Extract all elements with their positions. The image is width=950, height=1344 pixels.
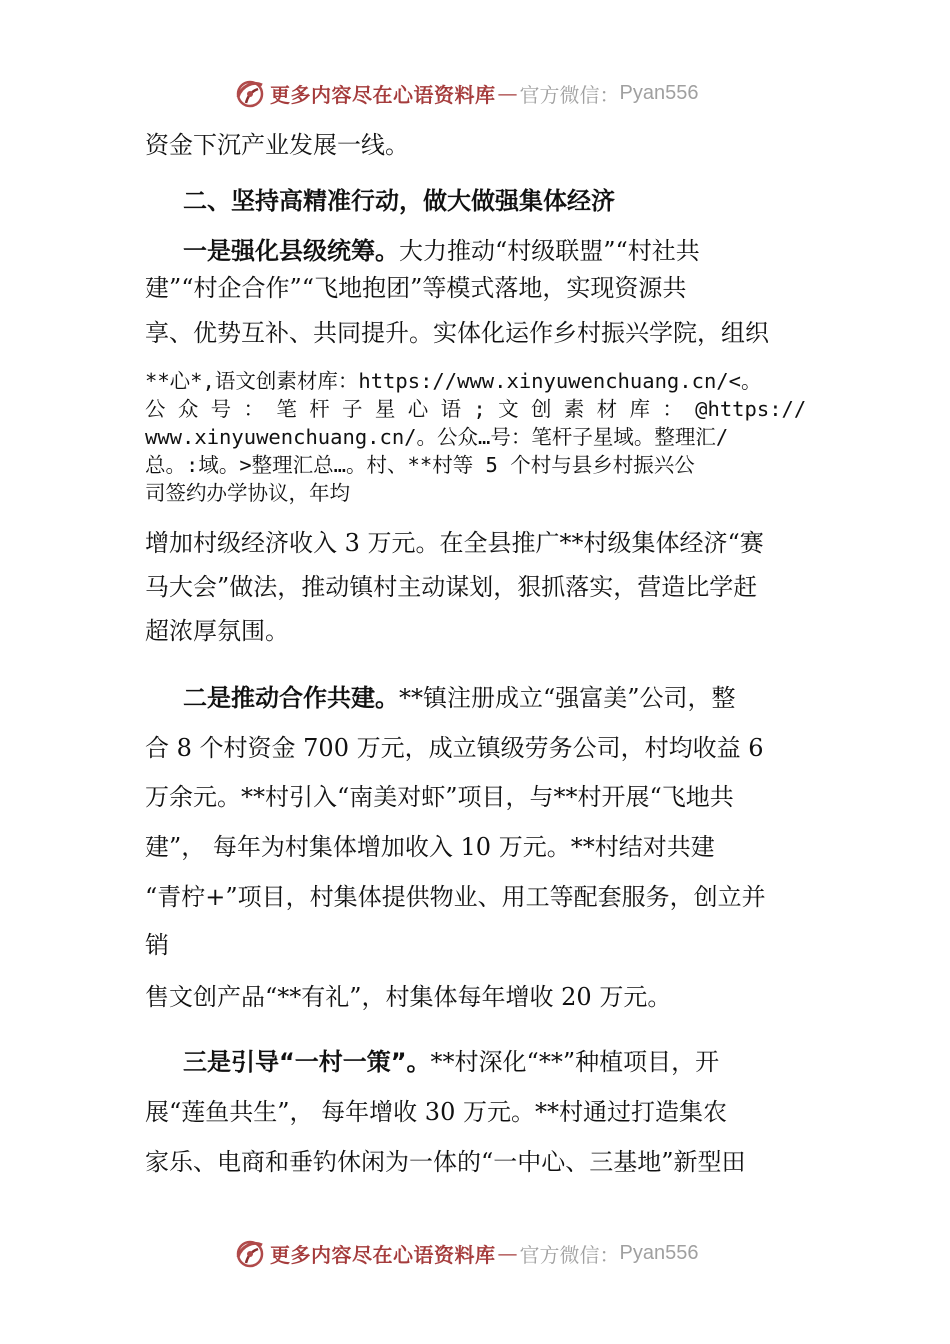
paragraph-line: 万余元。**村引入“南美对虾”项目，与**村开展“飞地共 <box>145 783 734 811</box>
banner-title: 更多内容尽在心语资料库 <box>270 1242 496 1267</box>
paragraph-line: 合 8 个村资金 700 万元，成立镇级劳务公司，村均收益 6 <box>145 734 764 762</box>
watermark-text-line: www.xinyuwenchuang.cn/。公众…号：笔杆子星域。整理汇/ <box>145 425 729 449</box>
paragraph-line: 建”， 每年为村集体增加收入 10 万元。**村结对共建 <box>145 833 715 861</box>
logo-icon <box>232 75 268 111</box>
text-line: 资金下沉产业发展一线。 <box>145 131 409 159</box>
paragraph-line: 售文创产品“**有礼”，村集体每年增收 20 万元。 <box>145 983 672 1011</box>
banner-wechat-label: 官方微信： <box>519 82 620 107</box>
paragraph-line: “青柠+”项目，村集体提供物业、用工等配套服务，创立并 <box>145 883 766 911</box>
paragraph-lead: 一是强化县级统筹。 <box>183 237 399 265</box>
banner-dash: — <box>497 1241 518 1265</box>
paragraph-line <box>183 236 700 266</box>
paragraph-line: 增加村级经济收入 3 万元。在全县推广**村级集体经济“赛 <box>145 529 764 557</box>
paragraph-lead: 三是引导“一村一策”。 <box>183 1048 431 1076</box>
footer-banner <box>232 1233 698 1273</box>
paragraph-line <box>183 683 736 713</box>
paragraph-line: 家乐、电商和垂钓休闲为一体的“一中心、三基地”新型田 <box>145 1148 746 1176</box>
paragraph-line <box>183 1047 719 1077</box>
paragraph-line: 马大会”做法，推动镇村主动谋划，狠抓落实，营造比学赶 <box>145 573 758 601</box>
paragraph-line: 建”“村企合作”“飞地抱团”等模式落地，实现资源共 <box>145 274 687 302</box>
banner-wechat-id: Pyan556 <box>619 1241 699 1264</box>
paragraph-text: **镇注册成立“强富美”公司，整 <box>399 684 736 712</box>
watermark-text-line: **心*,语文创素材库：https://www.xinyuwenchuang.cn/<。 <box>145 369 762 393</box>
logo-icon <box>232 1235 268 1271</box>
banner-wechat-label: 官方微信： <box>519 1242 620 1267</box>
watermark-text-line: 公 众 号 ： 笔 杆 子 星 心 语 ; 文 创 素 材 库 ： @https:// <box>145 397 807 421</box>
banner-title: 更多内容尽在心语资料库 <box>270 82 496 107</box>
section-heading: 二、坚持高精准行动，做大做强集体经济 <box>183 187 615 215</box>
banner-wechat-id: Pyan556 <box>619 81 699 104</box>
watermark-text-line: 司签约办学协议，年均 <box>145 481 350 505</box>
paragraph-line: 超浓厚氛围。 <box>145 617 289 645</box>
banner-dash: — <box>497 81 518 105</box>
header-banner <box>232 73 698 113</box>
paragraph-text: **村深化“**”种植项目，开 <box>430 1048 720 1076</box>
paragraph-line: 展“莲鱼共生”， 每年增收 30 万元。**村通过打造集农 <box>145 1098 727 1126</box>
paragraph-line: 销 <box>145 931 169 959</box>
paragraph-lead: 二是推动合作共建。 <box>183 684 399 712</box>
watermark-text-line: 总。:域。>整理汇总…。村、**村等 5 个村与县乡村振兴公 <box>145 453 695 477</box>
paragraph-text: 大力推动“村级联盟”“村社共 <box>399 237 700 265</box>
paragraph-line: 享、优势互补、共同提升。实体化运作乡村振兴学院，组织 <box>145 319 769 347</box>
